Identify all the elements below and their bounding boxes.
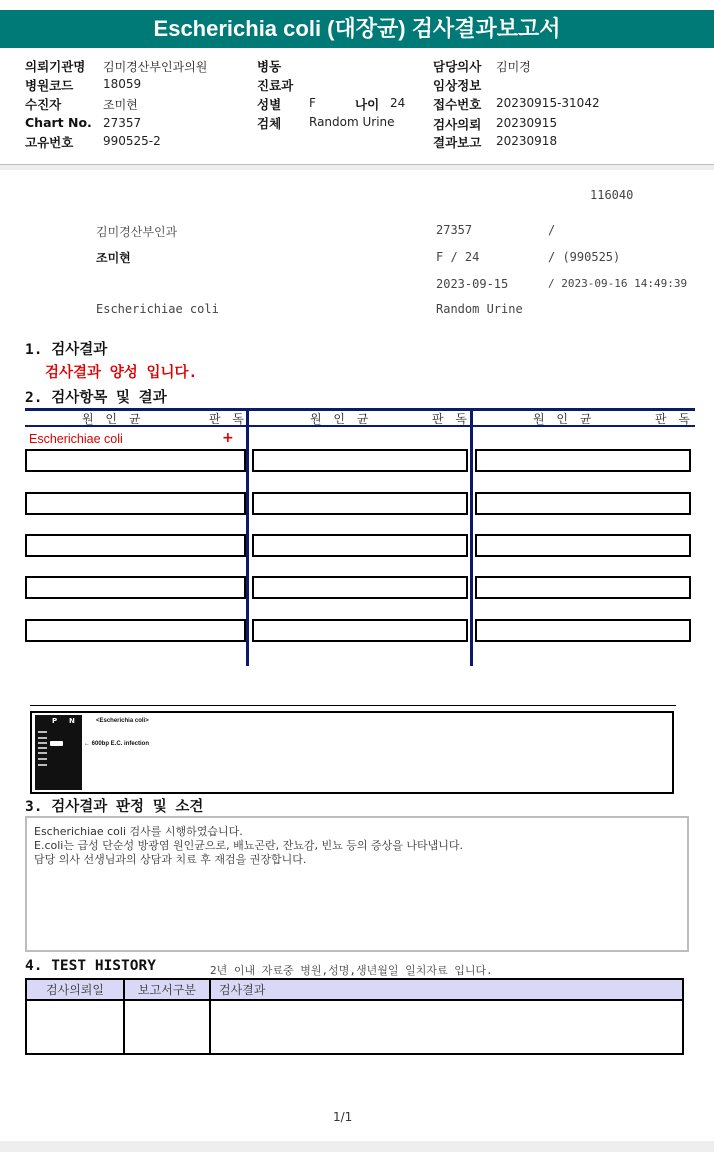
test-history-table (25, 978, 684, 1055)
gel-ladder-band (38, 758, 47, 760)
history-note: 2년 이내 자료중 병원,성명,생년월일 일치자료 입니다. (210, 964, 493, 977)
gel-band-annotation: ← 600bp E.C. infection (84, 741, 150, 747)
column-header-judgement-3: 판 독 (655, 412, 694, 426)
results-column-divider-2 (470, 408, 473, 666)
report-date-value: 20230918 (496, 134, 558, 148)
doctor-label: 담당의사 (433, 59, 482, 74)
column-header-organism-2: 원 인 균 (310, 412, 373, 426)
sex-label: 성별 (257, 97, 282, 112)
form-code: 116040 (590, 188, 634, 202)
gel-ladder-band (38, 742, 47, 744)
result-organism-name: Escherichiae coli (29, 432, 123, 446)
ward-label: 병동 (257, 59, 282, 74)
doctor-value: 김미경 (496, 60, 531, 74)
result-box (25, 449, 246, 472)
specimen-value: Random Urine (309, 115, 395, 129)
opinion-line: E.coli는 급성 단순성 방광염 원인균으로, 배뇨곤란, 잔뇨감, 빈뇨 등의 증상을 나타냅니다. (34, 839, 463, 852)
gel-title: <Escherichia coli> (96, 718, 149, 724)
result-box (252, 619, 468, 642)
receipt-value: 20230915-31042 (496, 96, 600, 110)
form-organism: Escherichiae coli (96, 302, 219, 316)
footer-band (0, 1141, 714, 1152)
result-box (25, 492, 246, 515)
chart-no-value: 27357 (103, 116, 142, 130)
receipt-label: 접수번호 (433, 97, 482, 112)
patient-value: 조미현 (103, 98, 138, 112)
gel-ladder-band (38, 747, 47, 749)
gel-panel-top-rule (30, 705, 676, 706)
gel-ladder-band (38, 731, 47, 733)
history-cell (210, 1000, 683, 1054)
department-label: 진료과 (257, 78, 294, 93)
gel-lane-label-n: N (69, 717, 75, 725)
sex-value: F (309, 96, 316, 110)
history-cell (26, 1000, 124, 1054)
patient-label: 수진자 (25, 97, 62, 112)
gel-lane-label-p: P (52, 717, 58, 725)
institution-label: 의뢰기관명 (25, 59, 86, 74)
result-box (475, 576, 691, 599)
chart-no-label: Chart No. (25, 115, 92, 130)
age-label: 나이 (355, 97, 380, 112)
form-date-request: 2023-09-15 (436, 277, 509, 291)
form-date-report: / 2023-09-16 14:49:39 (548, 277, 688, 290)
result-box (475, 492, 691, 515)
results-column-divider-1 (246, 408, 249, 666)
form-slash: / (548, 223, 556, 237)
column-header-judgement-1: 판 독 (209, 412, 248, 426)
history-header-request-date: 검사의뢰일 (26, 979, 124, 1000)
report-date-label: 결과보고 (433, 135, 482, 150)
specimen-label: 검체 (257, 116, 282, 131)
column-header-judgement-2: 판 독 (432, 412, 471, 426)
unique-no-label: 고유번호 (25, 135, 74, 150)
result-box (252, 576, 468, 599)
section-2-title: 2. 검사항목 및 결과 (25, 390, 167, 406)
result-box (252, 492, 468, 515)
section-4-title: 4. TEST HISTORY (25, 958, 156, 974)
header-band (0, 165, 714, 170)
institution-value: 김미경산부인과의원 (103, 60, 208, 74)
result-box (25, 619, 246, 642)
result-organism-judgement: + (222, 430, 234, 446)
page-number: 1/1 (333, 1110, 353, 1124)
opinion-line: 담당 의사 선생님과의 상담과 치료 후 재검을 권장합니다. (34, 853, 307, 866)
hospital-code-value: 18059 (103, 77, 142, 91)
form-clinic: 김미경산부인과 (96, 225, 178, 239)
result-box (25, 576, 246, 599)
opinion-line: Escherichiae coli 검사를 시행하였습니다. (34, 825, 243, 838)
section-1-title: 1. 검사결과 (25, 342, 108, 358)
age-value: 24 (390, 96, 406, 110)
unique-no-value: 990525-2 (103, 134, 161, 148)
column-header-organism-1: 원 인 균 (82, 412, 145, 426)
hospital-code-label: 병원코드 (25, 78, 74, 93)
history-header-report-type: 보고서구분 (124, 979, 210, 1000)
history-header-result: 검사결과 (210, 979, 683, 1000)
gel-ladder-band (38, 752, 47, 754)
gel-positive-band (50, 741, 63, 746)
result-box (25, 534, 246, 557)
result-box (252, 449, 468, 472)
request-date-value: 20230915 (496, 116, 558, 130)
column-header-organism-3: 원 인 균 (533, 412, 596, 426)
result-box (475, 534, 691, 557)
section-3-title: 3. 검사결과 판정 및 소견 (25, 799, 204, 815)
form-sex-age: F / 24 (436, 250, 480, 264)
clinical-label: 임상정보 (433, 78, 482, 93)
form-patient: 조미현 (96, 251, 131, 265)
request-label: 검사의뢰 (433, 117, 482, 132)
history-cell (124, 1000, 210, 1054)
form-birth: / (990525) (548, 250, 621, 264)
result-box (475, 619, 691, 642)
gel-ladder-band (38, 764, 47, 766)
result-box (252, 534, 468, 557)
gel-ladder-band (38, 737, 47, 739)
report-title: Escherichia coli (대장균) 검사결과보고서 (0, 10, 714, 48)
form-specimen: Random Urine (436, 302, 523, 316)
result-box (475, 449, 691, 472)
form-chart: 27357 (436, 223, 473, 237)
result-positive-text: 검사결과 양성 입니다. (45, 365, 198, 381)
